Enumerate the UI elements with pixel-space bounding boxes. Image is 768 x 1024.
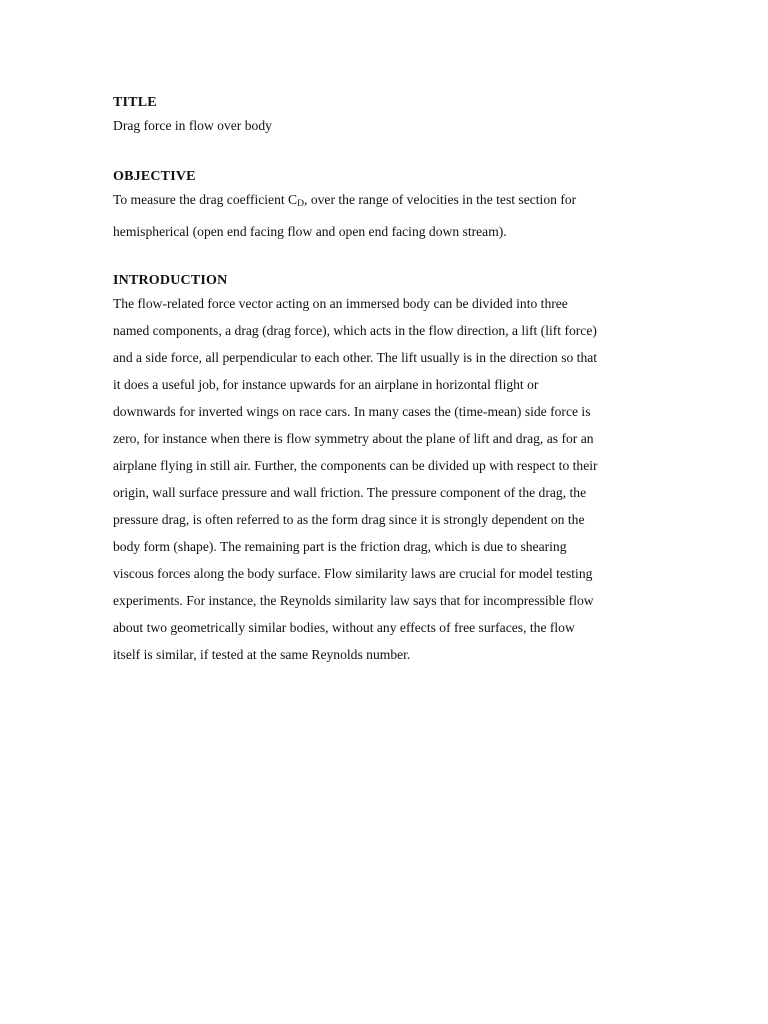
introduction-line: itself is similar, if tested at the same Reynolds number. [113,647,411,662]
introduction-line: named components, a drag (drag force), which acts in the flow direction, a lift (lift force) [113,323,597,338]
introduction-heading: INTRODUCTION [113,273,228,288]
introduction-line: viscous forces along the body surface. Flow similarity laws are crucial for model testing [113,566,593,581]
objective-line-1-after: , over the range of velocities in the test section for [304,192,577,207]
introduction-line: and a side force, all perpendicular to each other. The lift usually is in the direction so that [113,350,598,365]
objective-line-2: hemispherical (open end facing flow and open end facing down stream). [113,224,507,239]
introduction-line: origin, wall surface pressure and wall friction. The pressure component of the drag, the [113,485,587,500]
introduction-line: about two geometrically similar bodies, without any effects of free surfaces, the flow [113,620,575,635]
objective-heading: OBJECTIVE [113,169,196,184]
introduction-line: airplane flying in still air. Further, the components can be divided up with respect to their [113,458,598,473]
title-heading: TITLE [113,95,157,110]
objective-line-1-before: To measure the drag coefficient C [113,192,298,207]
title-text: Drag force in flow over body [113,118,272,133]
objective-text [113,186,658,245]
introduction-line: downwards for inverted wings on race cars. In many cases the (time-mean) side force is [113,404,591,419]
introduction-text [113,290,658,668]
introduction-line: experiments. For instance, the Reynolds similarity law says that for incompressible flow [113,593,594,608]
document-page [113,94,658,668]
introduction-line: it does a useful job, for instance upwards for an airplane in horizontal flight or [113,377,539,392]
introduction-line: pressure drag, is often referred to as the form drag since it is strongly dependent on the [113,512,585,527]
introduction-line: The flow-related force vector acting on an immersed body can be divided into three [113,296,568,311]
objective-line-1 [113,186,658,218]
introduction-line: body form (shape). The remaining part is the friction drag, which is due to shearing [113,539,567,554]
drag-coefficient-subscript: D [297,199,305,209]
introduction-line: zero, for instance when there is flow symmetry about the plane of lift and drag, as for an [113,431,594,446]
